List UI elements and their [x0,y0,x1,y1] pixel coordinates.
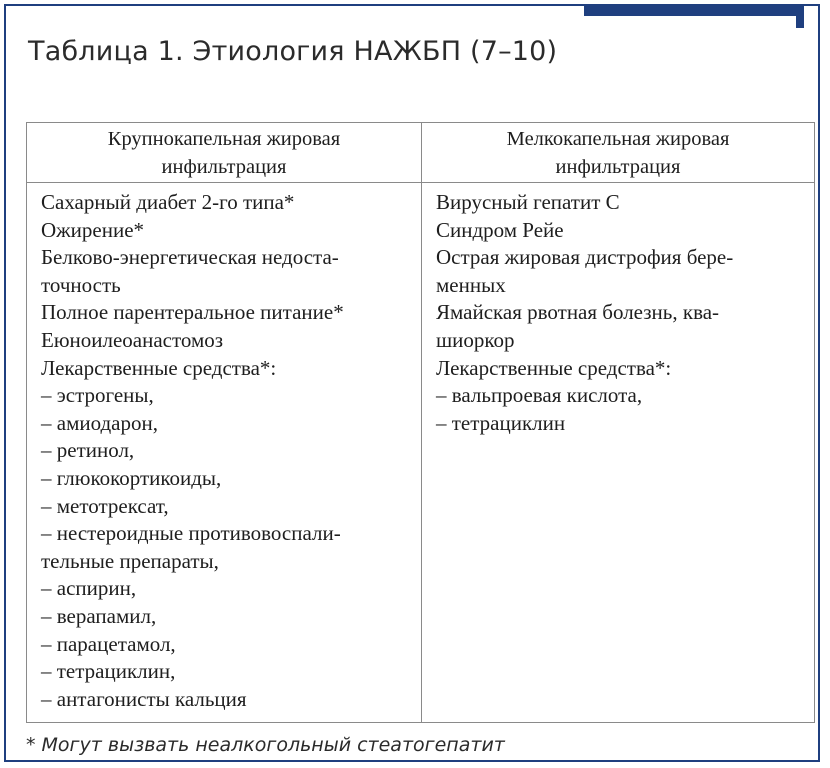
table-panel [4,4,820,762]
list-item: – амиодарон, [41,410,158,435]
list-item: Синдром Рейе [436,217,564,242]
column-header-macrovesicular: Крупнокапельная жировая инфильтрация [27,123,422,183]
list-item: – парацетамол, [41,631,176,656]
list-item: – глюкокортикоиды, [41,465,222,490]
cell-microvesicular-causes [422,183,815,723]
cell-macrovesicular-causes [27,183,422,723]
list-item: Лекарственные средства*: [436,355,672,380]
etiology-table [26,122,815,723]
list-item: – метотрексат, [41,493,169,518]
list-item: Белково-энергетическая недоста- точность [41,245,339,297]
list-item: – аспирин, [41,576,137,601]
column-header-microvesicular: Мелкокапельная жировая инфильтрация [422,123,815,183]
list-item: Еюноилеоанастомоз [41,327,224,352]
list-item: Сахарный диабет 2-го типа* [41,190,295,214]
table-header-row [27,123,815,183]
list-item: – антагонисты кальция [41,686,247,711]
list-item: – тетрациклин, [41,659,176,684]
list-item: – вальпроевая кислота, [436,383,643,408]
list-item: – нестероидные противовоспали- тельные препараты, [41,521,341,573]
list-item: Ямайская рвотная болезнь, ква- шиоркор [436,300,720,352]
list-item: – эстрогены, [41,383,154,408]
list-item: Ожирение* [41,217,145,242]
list-item: – верапамил, [41,603,157,628]
list-item: Лекарственные средства*: [41,355,277,380]
footnote: * Могут вызвать неалкогольный стеатогепатит [26,734,505,756]
page-title: Таблица 1. Этиология НАЖБП (7–10) [28,36,558,67]
frame-accent-tab [796,6,804,28]
list-item: Вирусный гепатит С [436,190,620,214]
list-item: – тетрациклин [436,410,566,435]
table-row [27,183,815,723]
list-item: Острая жировая дистрофия бере- менных [436,245,734,297]
list-item: Полное парентеральное питание* [41,300,344,325]
frame-accent-bar [584,6,802,16]
list-item: – ретинол, [41,438,135,463]
